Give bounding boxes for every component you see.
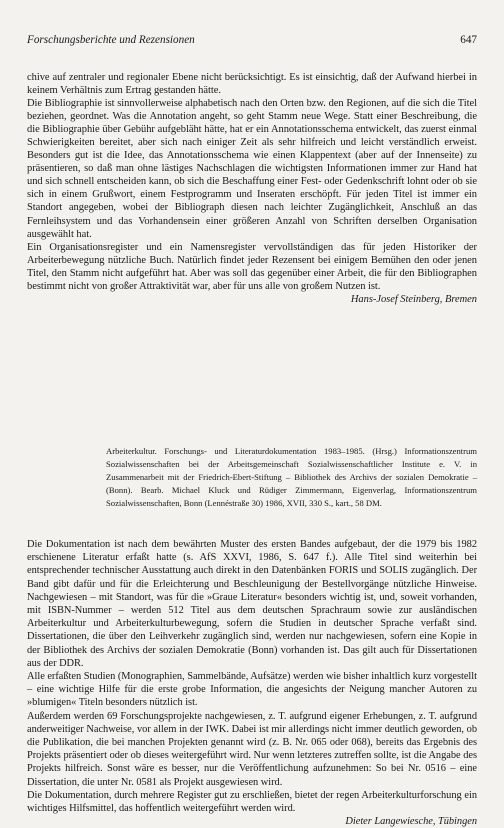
- running-header: [27, 32, 477, 48]
- page-number: 647: [460, 34, 477, 46]
- paragraph: Die Dokumentation, durch mehrere Register gut zu erschließen, bietet der regen Arbeiterkulturforschung ein wichtiges Hilfsmittel, das hoffentlich weitergeführt werden wird.: [27, 789, 477, 815]
- paragraph: Alle erfaßten Studien (Monographien, Sammelbände, Aufsätze) werden wie bisher inhaltlich kurz vorgestellt – eine wichtige Hilfe für die erste grobe Information, die angesichts der Neigung mancher Autoren zu »blumigen« Titeln besonders nützlich ist.: [27, 671, 477, 709]
- reviewer-signature: Hans-Josef Steinberg, Bremen: [350, 293, 477, 305]
- paragraph: Die Dokumentation ist nach dem bewährten Muster des ersten Bandes aufgebaut, der die 1979 bis 1982 erschienene Literatur erfaßt hatte (s. AfS XXVI, 1986, S. 647 f.). Alle Titel sind weiterhin bei entsprechender technischer Ausstattung auch direkt in den Datenbänken FORIS und SOLIS zugänglich. Der Band gibt dafür und für die Erleichterung und Beschleunigung der Bestellvorgänge nützliche Hinweise. Nachgewiesen – mit Standort, was für die »Graue Literatur« besonders wichtig ist, und, soweit vorhanden, mit ISBN-Nummer – werden 512 Titel aus dem deutschen Sprachraum sowie zur ausländischen Arbeiterkultur und Arbeiterkulturbewegung, sofern die Studien in deutscher Sprache verfaßt sind. Dissertationen, die über den Leihverkehr zugänglich sind, werden nur nachgewiesen, sofern eine Kopie in der Bibliothek des Archivs der sozialen Demokratie (Bonn) vorhanden ist. Das gilt auch für Dissertationen aus der DDR.: [27, 539, 477, 669]
- paragraph: chive auf zentraler und regionaler Ebene nicht berücksichtigt. Es ist einsichtig, daß der Aufwand hierbei in keinem Verhältnis zum Ertrag gestanden hätte.: [27, 72, 477, 97]
- review-langewiesche: [27, 538, 477, 828]
- bibliographic-entry: [106, 445, 477, 510]
- paragraph: Ein Organisationsregister und ein Namensregister vervollständigen das für jeden Historiker der Arbeiterbewegung nützliche Buch. Natürlich findet jeder Rezensent bei einigem Bemühen den oder jenen Titel, den Stamm nicht aufgeführt hat. Aber was soll das gegenüber einer Arbeit, die für den Bibliographen bestimmt nicht von großer Attraktivität war, aber für uns alle von großem Nutzen ist.: [27, 241, 477, 292]
- running-title: Forschungsberichte und Rezensionen: [27, 34, 195, 46]
- paragraph: Die Bibliographie ist sinnvollerweise alphabetisch nach den Orten bzw. den Regionen, auf die sich die Titel beziehen, geordnet. Was die Annotation angeht, so geht Stamm neue Wege. Statt einer Beschreibung, die die Bibliographie über Gebühr aufgebläht hätte, hat er ein Annotationsschema entwickelt, das zuerst einmal Schwierigkeiten bereitet, aber sich nach einiger Zeit als sehr hilfreich und leicht verständlich erweist. Besonders gut ist die Idee, das Annotationsschema wie einen Klappentext (aber auf der Innenseite) zu präsentieren, so daß man ohne lästiges Nachschlagen die wichtigsten Informationen immer zur Hand hat und sich schnell entscheiden kann, ob sich die Beschaffung einer Fest- oder Gedenkschrift lohnt oder ob sie sich in einem Grußwort, einem Festprogramm und Inseraten erschöpft. Für jeden Titel ist immer ein Standort angegeben, wobei der Bibliograph diesen nach leichter Zugänglichkeit, Anschluß an das Fernleihsystem und das Vorhandensein einer größeren Anzahl von Schriften derselben Organisation ausgewählt hat.: [27, 98, 477, 240]
- reviewer-signature: Dieter Langewiesche, Tübingen: [345, 816, 477, 828]
- bibliographic-text: Arbeiterkultur. Forschungs- und Literaturdokumentation 1983–1985. (Hrsg.) Informationszentrum Sozialwissenschaften bei der Arbeitsgemeinschaft Sozialwissenschaftlicher Institute e. V. in Zusammenarbeit mit der Friedrich-Ebert-Stiftung – Bibliothek des Archivs der sozialen Demokratie – (Bonn). Bearb. Michael Kluck und Rüdiger Zimmermann, Eigenverlag, Informationszentrum Sozialwissenschaften, Bonn (Lennéstraße 30) 1986, XVII, 330 S., kart., 58 DM.: [106, 446, 477, 508]
- review-steinberg: [27, 71, 477, 306]
- paragraph: Außerdem werden 69 Forschungsprojekte nachgewiesen, z. T. aufgrund eigener Erhebungen, z. T. aufgrund anderweitiger Nachweise, vor allem in der IWK. Dabei ist mir allerdings nicht immer deutlich geworden, ob die Publikation, die bei manchen Projekten genannt wird (z. B. Nr. 065 oder 068), bereits das Ergebnis des Projekts präsentiert oder ob dieses weitergeführt wird. Nur wenn letzteres zutreffen sollte, ist die Angabe des Projekts hilfreich. Sonst wäre es besser, nur die Veröffentlichung aufzunehmen: So bei Nr. 0516 – eine Dissertation, die unter Nr. 0581 als Projekt ausgewiesen wird.: [27, 710, 477, 788]
